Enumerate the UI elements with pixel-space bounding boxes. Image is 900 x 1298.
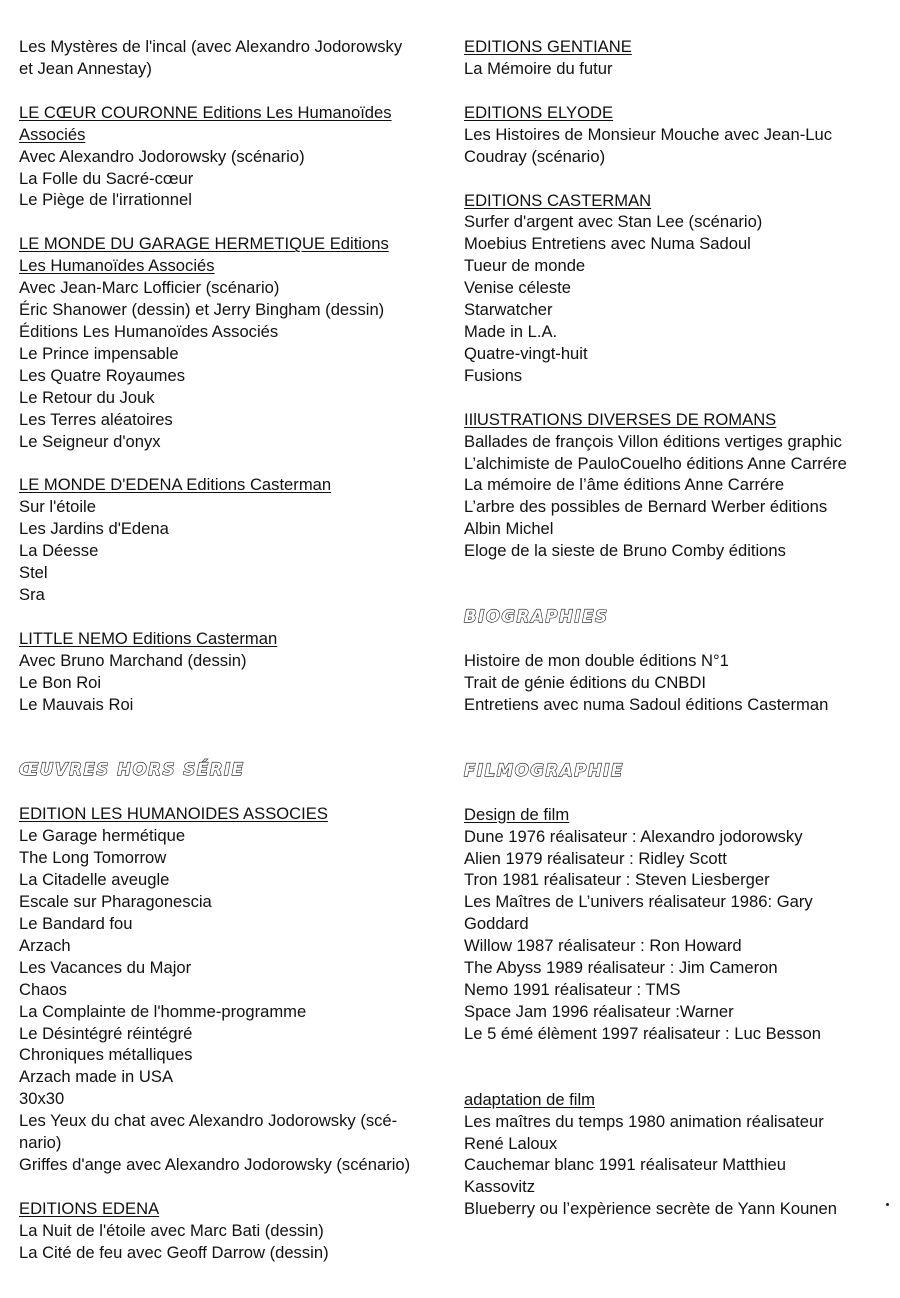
text-line: Le Piège de l'irrationnel xyxy=(19,190,192,210)
section-heading: adaptation de film xyxy=(464,1089,595,1109)
text-line: The Abyss 1989 réalisateur : Jim Cameron xyxy=(464,958,778,978)
section-heading: EDITIONS GENTIANE xyxy=(464,37,632,56)
section-heading: Design de film xyxy=(464,804,570,824)
text-line: et Jean Annestay) xyxy=(19,58,152,78)
text-line: La Citadelle aveugle xyxy=(19,870,170,890)
text-line: Les Yeux du chat avec Alexandro Jodorowsky (scé- xyxy=(19,1111,398,1131)
text-line: Eloge de la sieste de Bruno Comby éditions xyxy=(464,541,786,561)
text-line: Les Mystères de l'incal (avec Alexandro Jodorowsky xyxy=(19,37,403,56)
text-line: Les Terres aléatoires xyxy=(19,409,173,429)
text-line: La Folle du Sacré-cœur xyxy=(19,168,194,188)
text-line: Le Bandard fou xyxy=(19,914,133,933)
text-line: Starwatcher xyxy=(464,300,553,320)
text-line: Sra xyxy=(19,584,45,604)
text-line: La Cité de feu avec Geoff Darrow (dessin) xyxy=(19,1242,329,1262)
text-line: Le Retour du Jouk xyxy=(19,387,155,407)
section-heading: EDITION LES HUMANOIDES ASSOCIES xyxy=(19,804,328,824)
text-line: Tron 1981 réalisateur : Steven Liesberger xyxy=(464,870,770,890)
text-line: Goddard xyxy=(464,914,529,934)
text-line: Le Prince impensable xyxy=(19,343,179,363)
text-line: Avec Jean-Marc Lofficier (scénario) xyxy=(19,278,280,298)
text-line: Chaos xyxy=(19,979,67,999)
text-line: René Laloux xyxy=(464,1133,558,1153)
text-line: L’arbre des possibles de Bernard Werber éditions xyxy=(464,497,828,517)
text-line: Les maîtres du temps 1980 animation réalisateur xyxy=(464,1111,824,1131)
section-heading: EDITIONS CASTERMAN xyxy=(464,190,652,210)
text-line: Arzach made in USA xyxy=(19,1067,174,1087)
text-line: Éric Shanower (dessin) et Jerry Bingham (dessin) xyxy=(19,300,385,320)
text-line: Blueberry ou l’expèrience secrète de Yann Kounen xyxy=(464,1199,837,1219)
text-line: Avec Bruno Marchand (dessin) xyxy=(19,650,247,670)
text-line: Willow 1987 réalisateur : Ron Howard xyxy=(464,936,742,956)
text-line: Cauchemar blanc 1991 réalisateur Matthieu xyxy=(464,1155,786,1175)
text-line: Ballades de françois Villon éditions vertiges graphic xyxy=(464,431,842,451)
text-line: Le Mauvais Roi xyxy=(19,694,134,714)
text-line: Le Désintégré réintégré xyxy=(19,1023,193,1043)
section-heading: LE MONDE D'EDENA Editions Casterman xyxy=(19,475,332,495)
text-line: Les Histoires de Monsieur Mouche avec Jean-Luc xyxy=(464,124,833,144)
section-heading: EDITIONS ELYODE xyxy=(464,102,614,122)
section-heading: Associés xyxy=(19,124,86,144)
text-line: 30x30 xyxy=(19,1089,65,1109)
text-line: Nemo 1991 réalisateur : TMS xyxy=(464,980,681,999)
text-line: Sur l'étoile xyxy=(19,497,96,517)
text-line: Le Seigneur d'onyx xyxy=(19,431,161,451)
text-line: Éditions Les Humanoïdes Associés xyxy=(19,321,279,341)
filmographie-heading: FILMOGRAPHIE xyxy=(464,760,624,780)
text-line: L’alchimiste de PauloCouelho éditions Anne Carrére xyxy=(464,453,847,473)
text-line: Fusions xyxy=(464,365,523,385)
text-line: Trait de génie éditions du CNBDI xyxy=(464,672,706,692)
text-line: Venise céleste xyxy=(464,278,572,298)
text-line: La Complainte de l'homme-programme xyxy=(19,1001,307,1021)
text-line: Alien 1979 réalisateur : Ridley Scott xyxy=(464,848,727,868)
right-column xyxy=(464,36,889,1220)
text-line: Dune 1976 réalisateur : Alexandro jodorowsky xyxy=(464,826,803,846)
text-line: Les Maîtres de L’univers réalisateur 1986: Gary xyxy=(464,892,813,912)
text-line: The Long Tomorrow xyxy=(19,848,167,868)
text-line: Le Garage hermétique xyxy=(19,826,186,846)
text-line: Arzach xyxy=(19,935,71,955)
text-line: La Nuit de l'étoile avec Marc Bati (dessin) xyxy=(19,1220,324,1240)
biographies-heading: BIOGRAPHIES xyxy=(464,607,609,627)
text-line: Griffes d'ange avec Alexandro Jodorowsky (scénario) xyxy=(19,1154,411,1174)
left-column xyxy=(19,36,449,1264)
section-heading: LE CŒUR COURONNE Editions Les Humanoïdes xyxy=(19,102,392,122)
section-heading: IIlUSTRATIONS DIVERSES DE ROMANS xyxy=(464,409,777,429)
text-line: Les Quatre Royaumes xyxy=(19,365,186,385)
text-line: Surfer d'argent avec Stan Lee (scénario) xyxy=(464,212,763,232)
text-line: Tueur de monde xyxy=(464,256,586,276)
text-line: Space Jam 1996 réalisateur :Warner xyxy=(464,1001,734,1021)
section-heading: LITTLE NEMO Editions Casterman xyxy=(19,628,278,648)
text-line: Made in L.A. xyxy=(464,321,558,341)
text-line: Les Vacances du Major xyxy=(19,957,192,977)
text-line: La mémoire de l’âme éditions Anne Carrére xyxy=(464,475,785,495)
text-line: Moebius Entretiens avec Numa Sadoul xyxy=(464,234,751,254)
text-line: nario) xyxy=(19,1133,62,1153)
text-line: Quatre-vingt-huit xyxy=(464,343,588,363)
stray-dot xyxy=(886,1203,889,1206)
section-heading: Les Humanoïdes Associés xyxy=(19,256,215,276)
oeuvres-hors-serie-heading: ŒUVRES HORS SÉRIE xyxy=(19,760,245,780)
text-line: Kassovitz xyxy=(464,1177,536,1197)
text-line: Albin Michel xyxy=(464,519,554,539)
text-line: La Déesse xyxy=(19,541,99,561)
section-heading: LE MONDE DU GARAGE HERMETIQUE Editions xyxy=(19,234,389,254)
text-line: Les Jardins d'Edena xyxy=(19,519,169,539)
text-line: Entretiens avec numa Sadoul éditions Casterman xyxy=(464,694,829,714)
text-line: Chroniques métalliques xyxy=(19,1045,193,1065)
text-line: Le 5 émé élèment 1997 réalisateur : Luc Besson xyxy=(464,1023,821,1043)
text-line: La Mémoire du futur xyxy=(464,58,613,78)
text-line: Le Bon Roi xyxy=(19,672,102,692)
text-line: Escale sur Pharagonescia xyxy=(19,892,212,912)
text-line: Stel xyxy=(19,563,48,583)
text-line: Coudray (scénario) xyxy=(464,146,606,166)
text-line: Histoire de mon double éditions N°1 xyxy=(464,651,729,671)
section-heading: EDITIONS EDENA xyxy=(19,1198,160,1218)
text-line: Avec Alexandro Jodorowsky (scénario) xyxy=(19,146,305,166)
